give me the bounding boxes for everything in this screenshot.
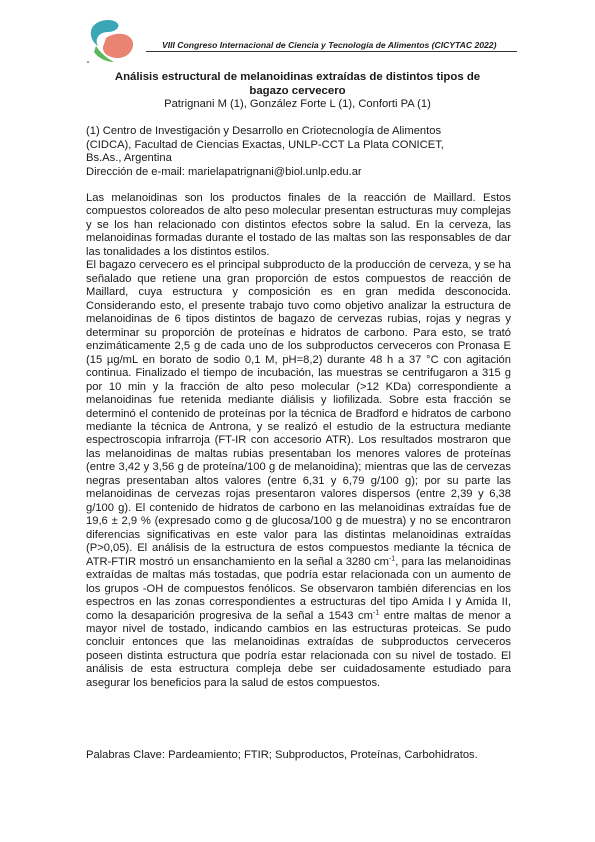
keywords: Palabras Clave: Pardeamiento; FTIR; Subproductos, Proteínas, Carbohidratos. xyxy=(86,749,478,761)
affiliation-line-2: (CIDCA), Facultad de Ciencias Exactas, UNLP-CCT La Plata CONICET, xyxy=(86,138,444,151)
abstract-paragraph-2 xyxy=(86,259,511,690)
paragraph-2-part-1: El bagazo cervecero es el principal subproducto de la producción de cerveza, y se ha señalado que retiene una gran proporción de estos compuestos de reacción de Maillard, cuya estructura y composición es en gran medida desconocida. Considerando esto, el presente trabajo tuvo como objetivo analizar la estructura de melanoidinas de 6 tipos distintos de bagazo de cervezas rubias, rojas y negras y determinar su proporción de proteínas e hidratos de carbono. Para esto, se trató enzimáticamente 2,5 g de cada uno de los subproductos cerveceros con Pronasa E (15 µg/mL en borato de sodio 0,1 M, pH=8,2) durante 48 h a 37 °C con agitación continua. Finalizado el tiempo de incubación, las muestras se centrifugaron a 315 g por 10 min y la fracción de alto peso molecular (>12 KDa) correspondiente a melanoidinas fue retenida mediante diálisis y liofilizada. Sobre esta fracción se determinó el contenido de proteínas por la técnica de Bradford e hidratos de carbono mediante la técnica de Antrona, y se realizó el estudio de la estructura mediante espectroscopia infrarroja (FT-IR con accesorio ATR). Los resultados mostraron que las melanoidinas de maltas rubias presentaban los menores valores de proteínas (entre 3,42 y 3,56 g de proteína/100 g de melanoidina); mientras que las de cervezas negras presentaban altos valores (entre 6,31 y 6,79 g/100 g); por su parte las melanoidinas de cervezas rojas presentaron valores dispersos (entre 2,39 y 6,38 g/100 g). El contenido de hidratos de carbono en las melanoidinas extraídas fue de 19,6 ± 2,9 % (expresado como g de glucosa/100 g de muestra) y no se encontraron diferencias significativas en este valor para las distintas melanoidinas extraídas (P>0,05). El análisis de la estructura de estos compuestos mediante la técnica de ATR-FTIR mostró un ensanchamiento en la señal a 3280 cm xyxy=(86,259,511,568)
email-line: Dirección de e-mail: marielapatrignani@biol.unlp.edu.ar xyxy=(86,165,362,178)
superscript-2: -1 xyxy=(372,608,380,616)
abstract-body xyxy=(86,192,511,690)
abstract-paragraph-1: Las melanoidinas son los productos finales de la reacción de Maillard. Estos compuestos coloreados de alto peso molecular presentan estructuras muy complejas y se los han relacionado con distintos efectos sobre la salud. En la cerveza, las melanoidinas formadas durante el tostado de las maltas son las responsables de dar las tonalidades a los distintos estilos. xyxy=(86,192,511,258)
paragraph-2-part-3: entre maltas de menor a mayor nivel de tostado, indicando cambios en las estructuras proteicas. Se pudo concluir entonces que las melanoidinas extraídas de subproductos cerveceros poseen distinta estructura que podría estar relacionada con su nivel de tostado. El análisis de esta estructura compleja debe ser cuidadosamente estudiado para asegurar los beneficios para la salud de estos compuestos. xyxy=(86,609,511,689)
header-rule xyxy=(146,51,517,52)
paragraph-2-part-2: , para las melanoidinas extraídas de maltas más tostadas, que podría estar relacionada con un aumento de los grupos -OH de compuestos fenólicos. Se observaron también diferencias en los espectros en las zonas correspondientes a estructuras del tipo Amida I y Amida II, como la desaparición progresiva de la señal a 1543 cm xyxy=(86,555,511,622)
title-line-2: bagazo cervecero xyxy=(249,84,346,97)
superscript-1: -1 xyxy=(388,554,396,562)
conference-logo xyxy=(86,18,136,64)
affiliation-line-1: (1) Centro de Investigación y Desarrollo en Criotecnología de Alimentos xyxy=(86,125,442,137)
conference-header: VIII Congreso Internacional de Ciencia y Tecnología de Alimentos (CICYTAC 2022) xyxy=(162,40,497,50)
authors: Patrignani M (1), González Forte L (1), Conforti PA (1) xyxy=(164,98,431,110)
affiliation-block xyxy=(86,125,509,179)
paper-title xyxy=(86,71,509,98)
title-line-1: Análisis estructural de melanoidinas extraídas de distintos tipos de xyxy=(114,71,481,83)
affiliation-line-3: Bs.As., Argentina xyxy=(86,152,172,165)
